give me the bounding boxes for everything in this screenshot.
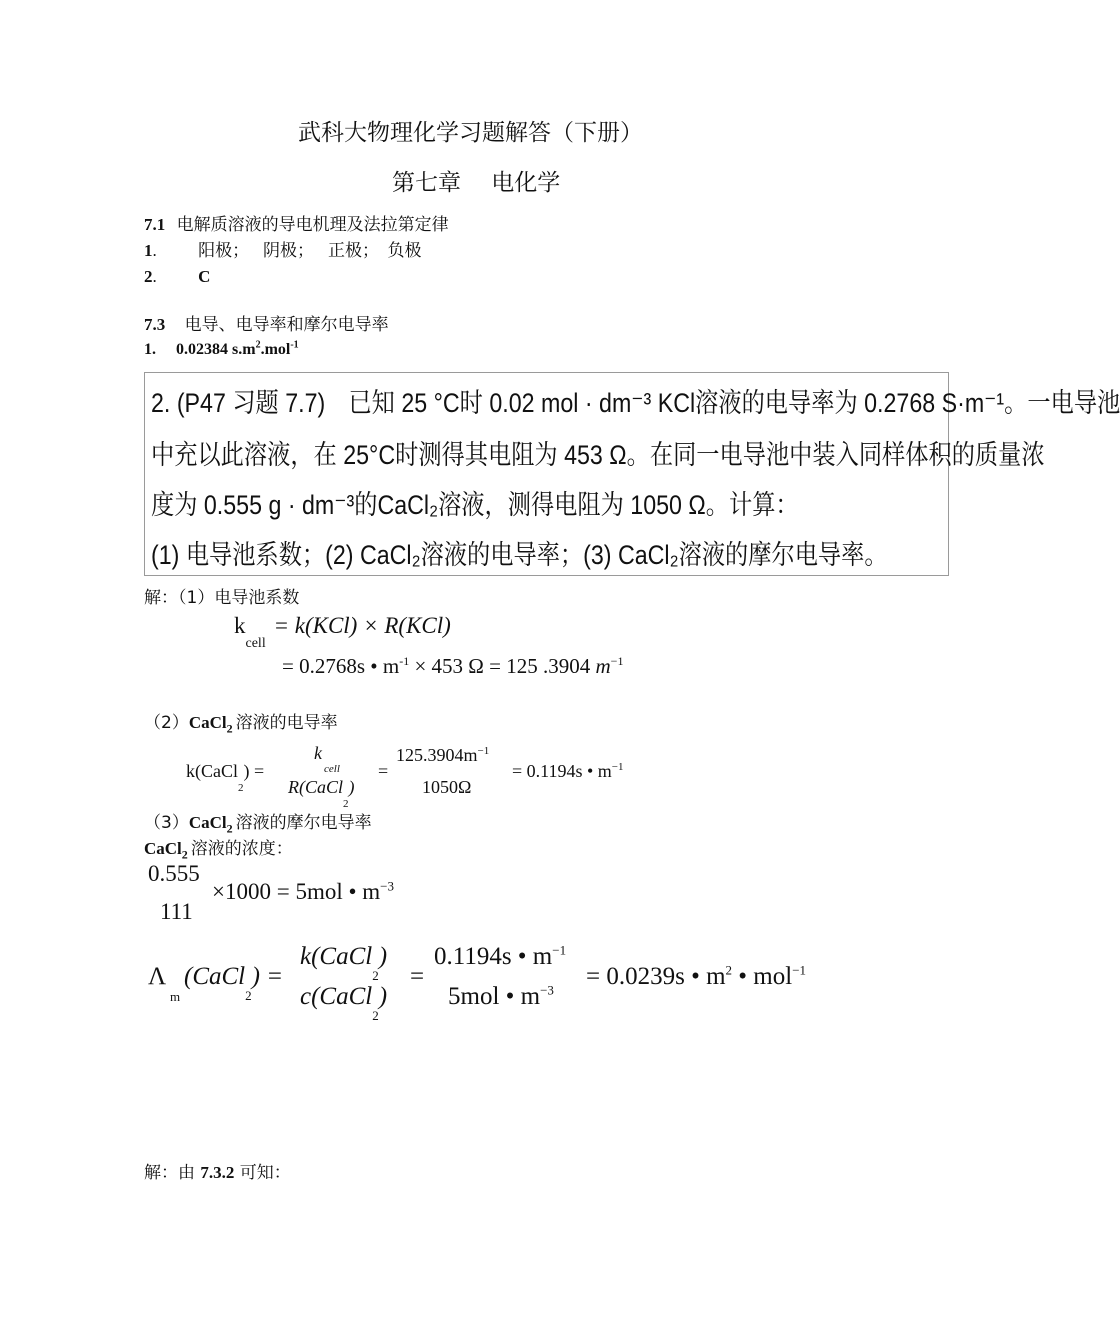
problem-line-4: (1) 电导池系数；(2) CaCl₂溶液的电导率；(3) CaCl₂溶液的摩尔电导率。: [151, 540, 888, 570]
answer-text: C: [198, 267, 211, 286]
answer-text: 阳极； 阴极； 正极； 负极: [198, 241, 422, 261]
chapter-title: 第七章 电化学: [392, 170, 561, 196]
problem-statement-box: [144, 372, 1120, 576]
concentration-heading: CaCl$_2$ 溶液的浓度：: [144, 839, 293, 862]
answer-7-1-1: 1. 阳极； 阴极； 正极； 负极: [144, 241, 422, 261]
section-number: 7.3: [144, 315, 166, 334]
problem-line-2: 中充以此溶液，在 25°C时测得其电阻为 453 Ω。在同一电导池中装入同样体积的质量浓: [151, 440, 1045, 470]
equation-kcell-value: = 0.2768s • $m^{-1} \times 453$ Ω = 125 .3904 $m^{-1}$: [282, 654, 624, 678]
answer-7-3-1: [144, 339, 299, 358]
answer-7-1-2: 2. C: [144, 267, 211, 286]
solution-intro: 解：（1）电导池系数: [144, 588, 300, 608]
answer-value: 0.02384 $s.m^2.mol^{-1}$: [176, 339, 299, 358]
equation-kcell: $k_{cell} = k(KCl) \times R(KCl)$: [234, 613, 451, 651]
question-number: 2: [144, 267, 153, 286]
section-7-1-heading: [144, 216, 449, 234]
solution-footer: 解：由 7.3.2 可知：: [144, 1163, 291, 1183]
section-title: 电解质溶液的导电机理及法拉第定律: [176, 215, 449, 235]
problem-line-3: 度为 0.555 g · dm⁻³的CaCl₂溶液，测得电阻为 1050 Ω。计算：: [151, 490, 799, 520]
part-2-heading: （2）CaCl$_2$ 溶液的电导率: [144, 713, 338, 736]
section-number: 7.1: [144, 215, 166, 234]
section-7-3-heading: [144, 316, 389, 334]
question-number: 1: [144, 241, 153, 260]
document-title: 武科大物理化学习题解答（下册）: [298, 120, 643, 146]
problem-line-1: 2. (P47 习题 7.7) 已知 25 °C时 0.02 mol · dm⁻³ KCl溶液的电导率为 0.2768 S·m⁻¹。一电导池: [151, 388, 1120, 418]
question-number: 1.: [144, 341, 156, 358]
part-3-heading: （3）CaCl$_2$ 溶液的摩尔电导率: [144, 813, 372, 836]
section-title: 电导、电导率和摩尔电导率: [184, 315, 389, 335]
